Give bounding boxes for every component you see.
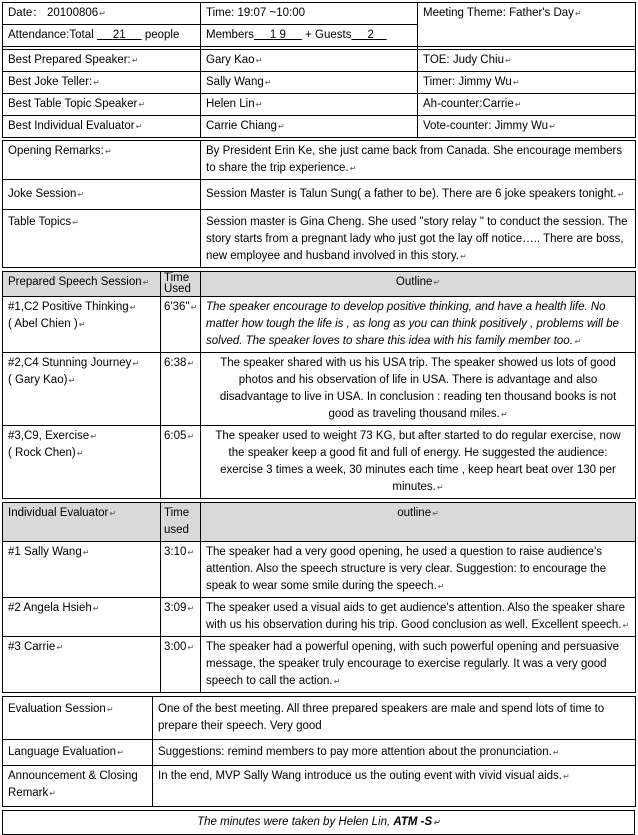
attendance-label: Attendance:Total [8,29,94,41]
session-label: Joke Session ↵ [8,188,84,200]
evaluator-name: #3 Carrie ↵ [8,641,63,653]
speech-speaker: ( Abel Chien ) ↵ [8,318,85,330]
closing-label: Language Evaluation ↵ [8,746,124,758]
header-table [2,2,636,138]
evaluation-time: 3:10 ↵ [164,546,194,558]
footer-table [2,810,635,835]
role-name: Helen Lin ↵ [206,98,262,110]
role-secondary: Ah-counter:Carrie ↵ [423,98,521,110]
speech-outline: The speaker shared with us his USA trip. The speaker showed us lots of good photos and his observation of life in USA. There is advantage and also disadvantage to live in USA. In conclusion : reading ten thousand books is not good as traveling thousand miles. ↵ [220,357,616,420]
speech-outline: The speaker encourage to develop positive thinking, and have a health life. No matter how tough the life is , as long as you can think positively , problems will be solved. The speaker loves to share this idea with his family member too. ↵ [206,301,619,347]
date-cell [3,3,201,25]
closing-label: Evaluation Session ↵ [8,703,114,715]
time-cell [201,3,418,25]
evaluation-time: 3:00 ↵ [164,641,194,653]
speech-title: #3,C9, Exercise ↵ [8,430,97,442]
speech-row [3,297,636,353]
time-used-heading: Time used [164,507,190,536]
evaluation-outline: The speaker used a visual aids to get audience's attention. Also the speaker share with us his observation during his trip. Good conclusion as well. Excellent speech. ↵ [206,602,629,631]
role-secondary: Timer: Jimmy Wu ↵ [423,76,520,88]
closing-row [3,766,636,807]
prepared-header-row [3,272,636,297]
role-label: Best Joke Teller: ↵ [8,76,100,88]
role-row [3,72,636,94]
prepared-speech-table [2,271,636,499]
theme-cell [418,3,636,47]
role-row [3,50,636,72]
footer-signature: ATM -S ↵ [393,816,439,828]
prepared-session-heading: Prepared Speech Session ↵ [8,276,149,288]
session-row [3,180,636,210]
evaluator-name: #2 Angela Hsieh ↵ [8,602,99,614]
speech-title: #2,C4 Stunning Journey ↵ [8,357,139,369]
guests-label: + Guests [305,29,352,41]
session-text: Session master is Gina Cheng. She used "story relay " to conduct the session. The story starts from a pregnant lady who just got the lay off notice….. There are boss, new employee and husband involved in this story. ↵ [206,216,628,262]
role-secondary: Vote-counter: Jimmy Wu ↵ [423,120,556,132]
meeting-date: Date： 20100806 ↵ [8,7,106,19]
role-name: Gary Kao ↵ [206,54,262,66]
closing-text: One of the best meeting. All three prepared speakers are male and spend lots of time to prepare their speech. Very good [158,703,605,732]
guests-count: 2 [367,29,374,41]
role-label: Best Individual Evaluator ↵ [8,120,142,132]
role-label: Best Prepared Speaker: ↵ [8,54,138,66]
closing-table [2,696,636,807]
session-label: Table Topics ↵ [8,216,79,228]
evaluation-row [3,637,636,693]
members-cell [201,25,418,47]
closing-label: Announcement & Closing Remark ↵ [8,770,138,799]
closing-row [3,740,636,766]
attendance-cell [3,25,201,47]
outline-heading: outline ↵ [397,507,439,519]
evaluator-heading: Individual Evaluator ↵ [8,507,116,519]
speech-outline: The speaker used to weight 73 KG, but after started to do regular exercise, now the speaker keep a good fit and full of energy. He suggested the audience: exercise 3 times a week, 30 minutes each time , keep heart beat over 130 per minutes. ↵ [215,430,620,493]
attendance-total: 21 [112,29,126,41]
role-name: Carrie Chiang ↵ [206,120,285,132]
session-text: By President Erin Ke, she just came back from Canada. She encourage members to share the trip experience. ↵ [206,145,622,174]
session-label: Opening Remarks: ↵ [8,145,112,157]
header-row [3,3,636,25]
footer-row [3,811,635,835]
speech-speaker: ( Gary Kao) ↵ [8,374,75,386]
speech-time: 6:38 ↵ [164,357,194,369]
session-row [3,210,636,268]
evaluation-outline: The speaker had a powerful opening, with such powerful opening and persuasive message, the speaker truly encourage to exercise regularly. It was a very good speech to call the action. ↵ [206,641,619,687]
evaluation-row [3,542,636,598]
time-used-heading: Time Used [164,272,191,295]
speech-time: 6:05 ↵ [164,430,194,442]
session-text: Session Master is Talun Sung( a father to be). There are 6 joke speakers tonight. ↵ [206,188,624,200]
speech-row [3,426,636,499]
evaluation-row [3,598,636,637]
speech-title: #1,C2 Positive Thinking ↵ [8,301,136,313]
meeting-theme: Meeting Theme: Father's Day ↵ [423,7,582,19]
role-label: Best Table Topic Speaker ↵ [8,98,145,110]
evaluation-outline: The speaker had a very good opening, he used a question to raise audience's attention. Also the speech structure is very clear. Suggestion: to encourage the speak to wear some smile during the speech. ↵ [206,546,606,592]
speech-speaker: ( Rock Chen) ↵ [8,447,83,459]
closing-text: Suggestions: remind members to pay more attention about the pronunciation. ↵ [158,746,560,758]
footer-text: The minutes were taken by Helen Lin, [197,816,391,828]
evaluator-header-row [3,503,636,542]
role-name: Sally Wang ↵ [206,76,271,88]
attendance-unit: people [144,29,180,41]
role-secondary: TOE: Judy Chiu ↵ [423,54,512,66]
members-label: Members [206,29,254,41]
session-row [3,141,636,180]
role-row [3,116,636,138]
members-count: 1 9 [269,29,286,41]
closing-row [3,697,636,740]
outline-heading: Outline ↵ [396,276,440,288]
sessions-table [2,140,636,268]
speech-row [3,353,636,426]
meeting-time: Time: 19:07 ~10:00 [206,7,305,19]
closing-text: In the end, MVP Sally Wang introduce us the outing event with vivid visual aids. ↵ [158,770,570,782]
role-row [3,94,636,116]
speech-time: 6'36" ↵ [164,301,197,313]
evaluator-table [2,502,636,693]
evaluation-time: 3:09 ↵ [164,602,194,614]
meeting-minutes-document [2,2,635,835]
evaluator-name: #1 Sally Wang ↵ [8,546,89,558]
